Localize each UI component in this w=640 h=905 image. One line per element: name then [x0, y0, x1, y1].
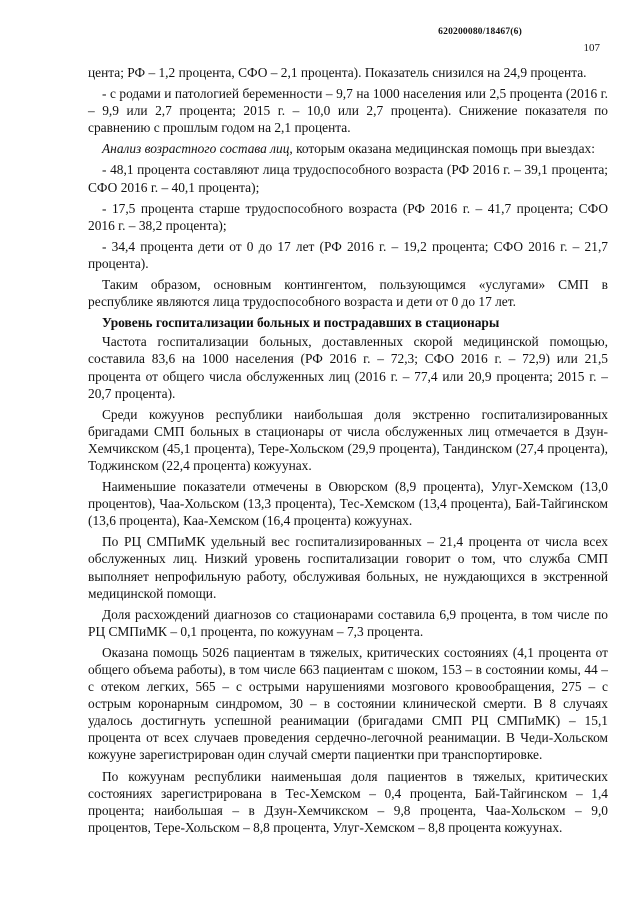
- paragraph-children: - 34,4 процента дети от 0 до 17 лет (РФ 2016 г. – 19,2 процента; СФО 2016 г. – 21,7 процента).: [88, 238, 608, 271]
- age-analysis-rest: , которым оказана медицинская помощь при выездах:: [289, 141, 595, 157]
- body-text: [88, 64, 608, 840]
- paragraph-age-analysis: [88, 140, 608, 157]
- paragraph-lowest-share: Наименьшие показатели отмечены в Овюрском (8,9 процента), Улуг-Хемском (13,0 процентов), Чаа-Хольском (13,3 процента), Тес-Хемском (13,4 процента), Бай-Тайгинском (13,6 процента), Каа-Хемском (16,4 процента) кожуунах.: [88, 479, 608, 529]
- paragraph-older-age: - 17,5 процента старше трудоспособного возраста (РФ 2016 г. – 41,7 процента; СФО 2016 г. – 38,2 процента);: [88, 200, 608, 233]
- paragraph-conclusion: Таким образом, основным контингентом, пользующимся «услугами» СМП в республике являются лица трудоспособного возраста и дети от 0 до 17 лет.: [88, 277, 608, 310]
- paragraph-diagnosis-discrepancy: Доля расхождений диагнозов со стационарами составила 6,9 процента, в том числе по РЦ СМПиМК – 0,1 процента, по кожуунам – 7,3 процента.: [88, 606, 608, 639]
- age-analysis-italic: Анализ возрастного состава лиц: [102, 141, 290, 157]
- paragraph-critical-by-region: По кожуунам республики наименьшая доля пациентов в тяжелых, критических состояниях зарегистрирована в Тес-Хемском – 0,4 процента, Бай-Тайгинском – 1,4 процента; наибольшая – в Дзун-Хемчикском – 9,8 процента, Чаа-Хольском – 9,0 процентов, Тере-Хольском – 8,8 процента, Улуг-Хемском – 8,8 процента кожуунах.: [88, 768, 608, 835]
- paragraph-critical-patients: Оказана помощь 5026 пациентам в тяжелых, критических состояниях (4,1 процента от общего объема работы), в том числе 663 пациентам с шоком, 153 – в состоянии комы, 44 – с отеком легких, 565 – с острыми нарушениями мозгового кровообращения, 275 – с острым коронарным синдромом, 30 – в состоянии клинической смерти. В 8 случаях удалось достигнуть успешной реанимации (бригадами СМП РЦ СМПиМК) – 15,1 процента от всех случаев проведения сердечно-легочной реанимации. В Чеди-Хольском кожууне зарегистрирован один случай смерти пациентки при транспортировке.: [88, 644, 608, 763]
- page-number: 107: [583, 42, 600, 54]
- document-id: 620200080/18467(6): [438, 27, 522, 37]
- paragraph-rc-smpimk: По РЦ СМПиМК удельный вес госпитализированных – 21,4 процента от числа всех обслуженных лиц. Низкий уровень госпитализации говорит о том, что служба СМП выполняет непрофильную работу, обслуживая больных, не нуждающихся в экстренной медицинской помощи.: [88, 534, 608, 601]
- paragraph-continuation: цента; РФ – 1,2 процента, СФО – 2,1 процента). Показатель снизился на 24,9 процента.: [88, 65, 587, 80]
- paragraph-hospitalization-rate: Частота госпитализации больных, доставленных скорой медицинской помощью, составила 83,6 на 1000 населения (РФ 2016 г. – 72,3; СФО 2016 г. – 72,9) или 21,5 процента от общего числа обслуженных лиц (2016 г. – 77,4 или 20,9 процента; 2015 г. – 20,7 процента).: [88, 334, 608, 401]
- paragraph-working-age: - 48,1 процента составляют лица трудоспособного возраста (РФ 2016 г. – 39,1 процента; СФО 2016 г. – 40,1 процента);: [88, 162, 608, 195]
- section-heading: Уровень госпитализации больных и пострадавших в стационары: [102, 315, 500, 331]
- paragraph-highest-share: Среди кожуунов республики наибольшая доля экстренно госпитализированных бригадами СМП больных в стационары от числа обслуженных лиц отмечается в Дзун-Хемчикском (45,1 процента), Тере-Хольском (29,9 процента), Тандинском (27,4 процента), Тоджинском (22,4 процента) кожуунах.: [88, 406, 608, 473]
- paragraph-pregnancy: - с родами и патологией беременности – 9,7 на 1000 населения или 2,5 процента (2016 г. – 9,9 или 2,7 процента; 2015 г. – 10,0 или 2,7 процента). Снижение показателя по сравнению с прошлым годом на 2,1 процента.: [88, 86, 608, 136]
